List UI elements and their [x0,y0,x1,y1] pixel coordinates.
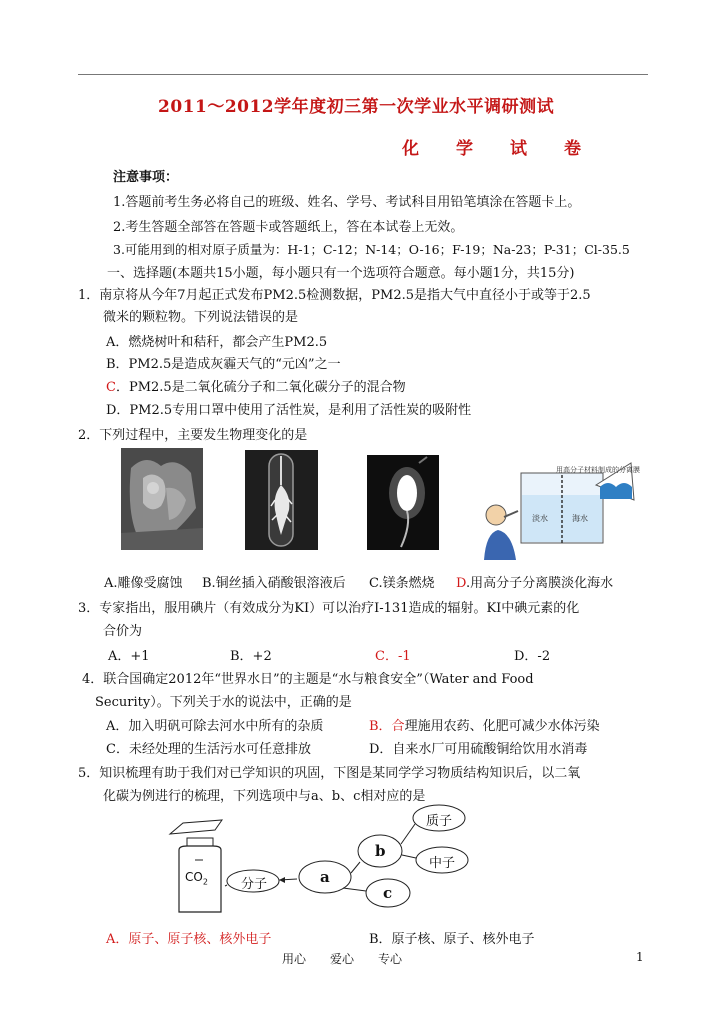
fresh-water-label: 淡水 [532,514,548,523]
q2-stem: 2．下列过程中，主要发生物理变化的是 [78,428,308,443]
statue-corrosion-photo [121,448,203,550]
node-molecule: 分子 [241,877,268,892]
q4-option-d: D．自来水厂可用硫酸铜给饮用水消毒 [369,742,588,757]
q1-stem-line1: 1．南京将从今年7月起正式发布PM2.5检测数据，PM2.5是指大气中直径小于或等于2.5 [78,288,591,303]
q1-option-c: C．PM2.5是二氧化硫分子和二氧化碳分子的混合物 [106,380,406,395]
q2-option-b: B.铜丝插入硝酸银溶液后 [202,576,346,591]
note-item-2: 2.考生答题全部答在答题卡或答题纸上，答在本试卷上无效。 [113,220,464,235]
page-title: 2011～2012学年度初三第一次学业水平调研测试 [158,97,555,117]
q1-option-b: B．PM2.5是造成灰霾天气的“元凶”之一 [106,357,341,372]
q4-option-a: A．加入明矾可除去河水中所有的杂质 [106,719,324,734]
q3-stem-line2: 合价为 [103,624,143,639]
q5-stem-line2: 化碳为例进行的梳理，下列选项中与a、b、c相对应的是 [103,789,426,804]
page-number: 1 [636,950,644,964]
q1-option-d: D．PM2.5专用口罩中使用了活性炭，是利用了活性炭的吸附性 [106,403,472,418]
q5-option-a: A．原子、原子核、核外电子 [106,932,272,947]
q1-stem-line2: 微米的颗粒物。下列说法错误的是 [103,310,299,325]
node-c: c [383,884,393,902]
copper-wire-tube-photo [245,450,318,550]
desalination-diagram [476,455,640,560]
q4-answer-letter: B．合 [369,719,405,734]
sea-water-label: 海水 [572,514,588,523]
page-subtitle: 化 学 试 卷 [402,139,591,159]
note-item-1: 1.答题前考生务必将自己的班级、姓名、学号、考试科目用铅笔填涂在答题卡上。 [113,195,581,210]
q2-option-d: D.用高分子分离膜淡化海水 [456,576,614,591]
membrane-label: 用高分子材料制成的分离膜 [556,466,640,474]
q4-option-b: B．合理施用农药、化肥可减少水体污染 [369,719,600,734]
bottle-formula: $CO_2$ [185,870,208,887]
q3-option-b: B．+2 [230,649,272,664]
footer-slogan: 用心 爱心 专心 [282,952,403,966]
magnesium-burning-photo [367,455,439,550]
node-b: b [375,842,386,860]
q4-stem-line2: Security）。下列关于水的说法中，正确的是 [95,695,352,710]
q2-answer-letter: D [456,576,466,591]
node-proton: 质子 [426,814,453,829]
q4-option-c: C．未经处理的生活污水可任意排放 [106,742,311,757]
structure-diagram [165,800,485,920]
notes-heading: 注意事项： [113,170,179,185]
q2-option-c: C.镁条燃烧 [369,576,435,591]
node-neutron: 中子 [429,856,456,871]
node-a: a [320,868,330,886]
q3-option-a: A．+1 [108,649,150,664]
q5-option-b: B．原子核、原子、核外电子 [369,932,535,947]
note-item-3: 3.可能用到的相对原子质量为：H-1；C-12；N-14；O-16；F-19；Na-23；P-31；Cl-35.5 [113,242,630,257]
q1-answer-letter: C [106,380,116,395]
q3-option-c: C．-1 [375,649,411,664]
q3-option-d: D．-2 [514,649,551,664]
q5-stem-line1: 5．知识梳理有助于我们对已学知识的巩固，下图是某同学学习物质结构知识后，以二氧 [78,766,581,781]
q1-option-a: A．燃烧树叶和秸秆，都会产生PM2.5 [106,335,328,350]
top-rule [78,74,648,75]
q4-stem-line1: 4．联合国确定2012年“世界水日”的主题是“水与粮食安全”（Water and Food [82,672,534,687]
q2-option-a: A.雕像受腐蚀 [104,576,183,591]
section-heading: 一、选择题(本题共15小题，每小题只有一个选项符合题意。每小题1分，共15分) [107,266,575,281]
q3-stem-line1: 3．专家指出，服用碘片（有效成分为KI）可以治疗I-131造成的辐射。KI中碘元素的化 [78,601,580,616]
